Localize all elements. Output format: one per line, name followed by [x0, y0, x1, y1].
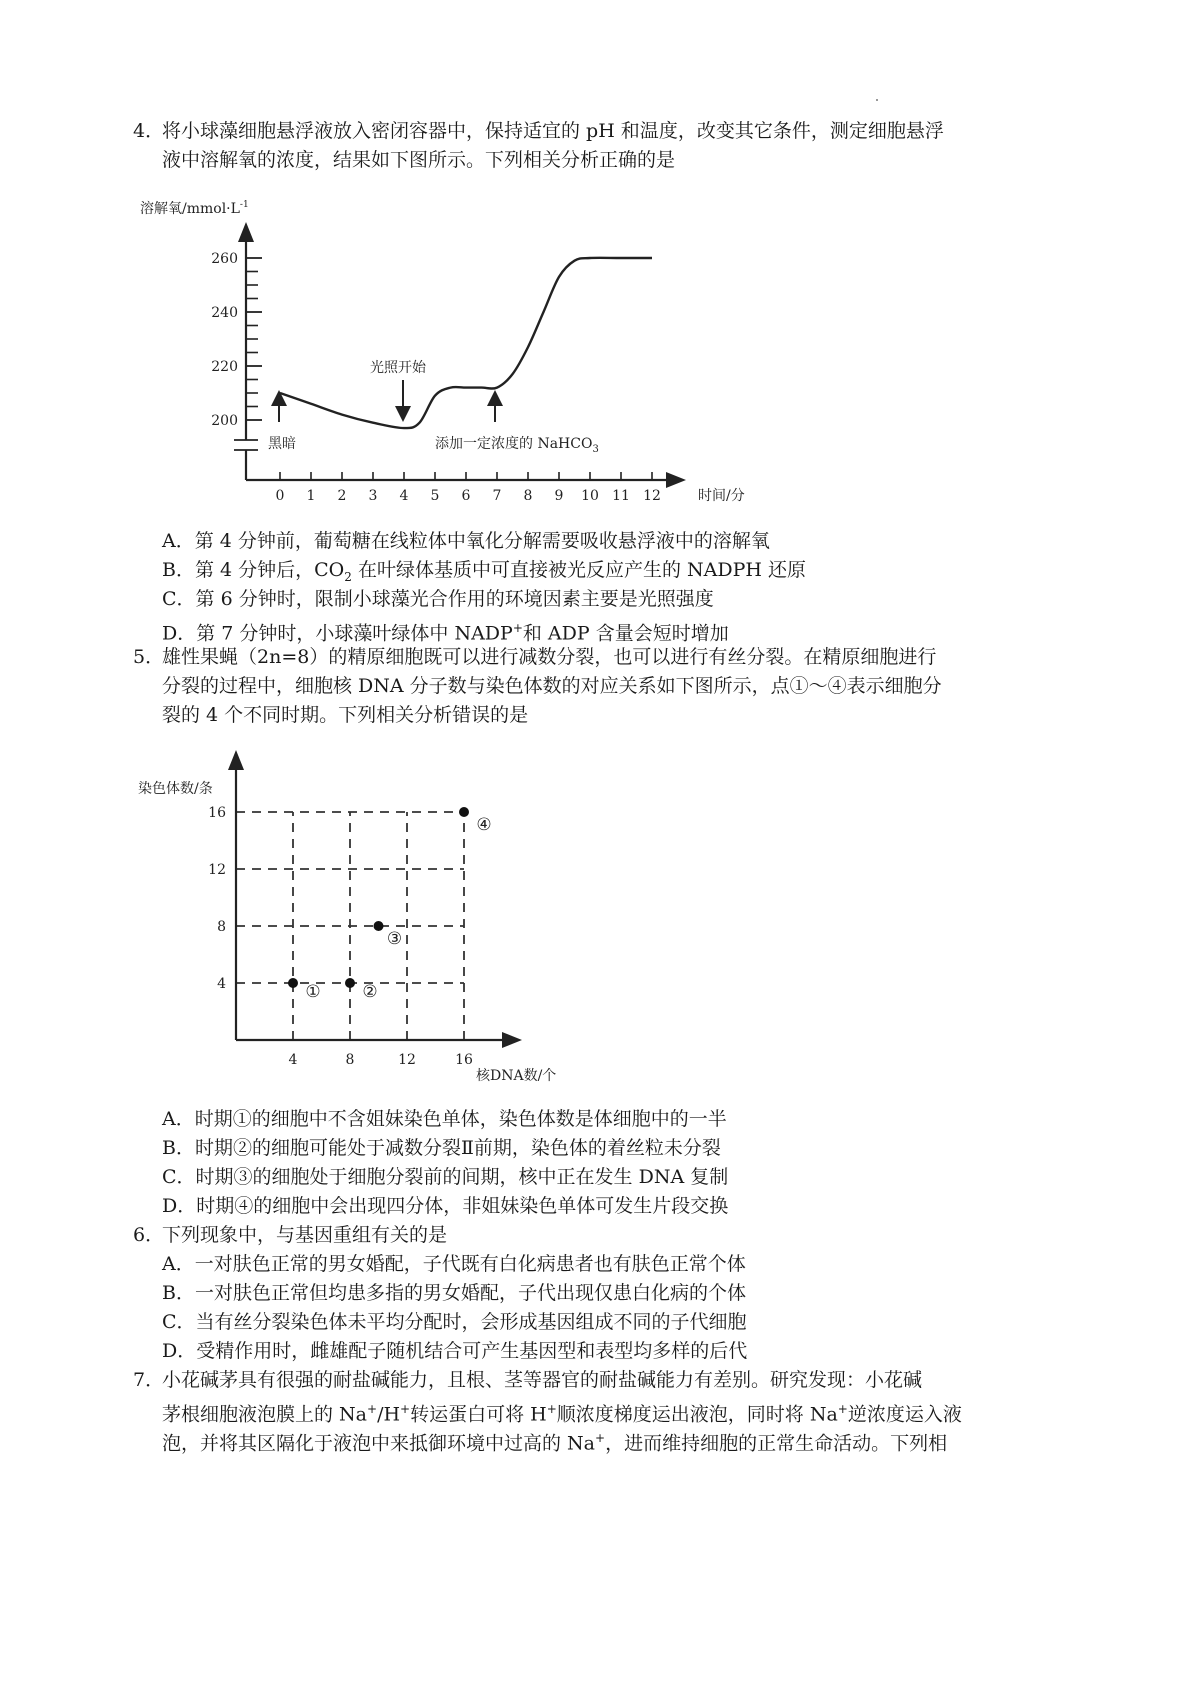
question-stem-line: 泡，并将其区隔化于液泡中来抵御环境中过高的 Na+，进而维持细胞的正常生命活动。下列相 [162, 1431, 948, 1455]
y-tick-label: 12 [208, 862, 226, 878]
option-d: D．第 7 分钟时，小球藻叶绿体中 NADP+和 ADP 含量会短时增加 [162, 621, 729, 645]
y-tick-label: 8 [217, 919, 226, 935]
question-stem-line: 下列现象中，与基因重组有关的是 [162, 1224, 448, 1246]
data-point [459, 807, 469, 817]
question-stem-line: 雄性果蝇（2n=8）的精原细胞既可以进行减数分裂，也可以进行有丝分裂。在精原细胞进行 [162, 646, 937, 668]
x-tick-label: 7 [492, 488, 502, 504]
y-tick-label: 4 [217, 976, 226, 992]
x-tick-label: 8 [345, 1052, 355, 1068]
question-number: 4． [133, 120, 165, 142]
question-stem-line: 小花碱茅具有很强的耐盐碱能力，且根、茎等器官的耐盐碱能力有差别。研究发现：小花碱 [162, 1369, 923, 1391]
question-number: 6． [133, 1224, 165, 1246]
option-c: C．当有丝分裂染色体未平均分配时，会形成基因组成不同的子代细胞 [162, 1311, 747, 1333]
x-tick-label: 3 [368, 488, 378, 504]
data-line [280, 258, 652, 428]
annotation-dark: 黑暗 [268, 436, 296, 452]
question-number: 7． [133, 1369, 165, 1391]
x-tick-label: 5 [430, 488, 440, 504]
y-axis-label: 染色体数/条 [138, 781, 213, 797]
option-c: C．第 6 分钟时，限制小球藻光合作用的环境因素主要是光照强度 [162, 588, 714, 610]
option-b: B．一对肤色正常但均患多指的男女婚配，子代出现仅患白化病的个体 [162, 1282, 746, 1304]
point-label: ② [362, 982, 378, 1002]
x-tick-label: 11 [612, 488, 630, 504]
y-tick-label: 240 [211, 305, 238, 321]
option-b: B．第 4 分钟后，$CO_2$ 在叶绿体基质中可直接被光反应产生的 NADPH 还原 [162, 559, 806, 584]
question-stem-line: 将小球藻细胞悬浮液放入密闭容器中，保持适宜的 pH 和温度，改变其它条件，测定细胞悬浮 [162, 120, 944, 142]
question-stem-line: 液中溶解氧的浓度，结果如下图所示。下列相关分析正确的是 [162, 149, 676, 171]
option-b: B．时期②的细胞可能处于减数分裂Ⅱ前期，染色体的着丝粒未分裂 [162, 1137, 721, 1159]
annotation-nahco3: 添加一定浓度的 NaHCO$_3$ [435, 436, 599, 455]
x-axis-label: 核DNA数/个 [476, 1068, 557, 1084]
point-label: ④ [476, 815, 492, 835]
y-tick-label: 16 [208, 805, 226, 821]
point-label: ① [305, 982, 321, 1002]
option-c: C．时期③的细胞处于细胞分裂前的间期，核中正在发生 DNA 复制 [162, 1166, 729, 1188]
dna-chromosome-chart [130, 740, 600, 1090]
x-tick-label: 12 [643, 488, 661, 504]
x-tick-label: 4 [399, 488, 409, 504]
y-axis-arrow [228, 750, 244, 770]
option-a: A．第 4 分钟前，葡萄糖在线粒体中氧化分解需要吸收悬浮液中的溶解氧 [162, 530, 770, 552]
x-tick-label: 0 [275, 488, 285, 504]
x-tick-label: 2 [337, 488, 347, 504]
data-point [345, 978, 355, 988]
option-a: A．一对肤色正常的男女婚配，子代既有白化病患者也有肤色正常个体 [162, 1253, 746, 1275]
scan-speck [876, 99, 878, 101]
option-d: D．受精作用时，雌雄配子随机结合可产生基因型和表型均多样的后代 [162, 1340, 748, 1362]
x-tick-label: 8 [523, 488, 533, 504]
x-tick-label: 16 [455, 1052, 473, 1068]
data-point [288, 978, 298, 988]
x-tick-label: 12 [398, 1052, 416, 1068]
question-stem-line: 分裂的过程中，细胞核 DNA 分子数与染色体数的对应关系如下图所示，点①～④表示细胞分 [162, 675, 942, 697]
x-axis-arrow [666, 472, 686, 488]
x-axis-label: 时间/分 [698, 488, 745, 504]
data-point [374, 921, 384, 931]
annotation-light-start: 光照开始 [370, 360, 426, 376]
y-tick-label: 220 [211, 359, 238, 375]
question-stem-line: 裂的 4 个不同时期。下列相关分析错误的是 [162, 704, 529, 726]
x-tick-label: 4 [288, 1052, 298, 1068]
x-tick-label: 10 [581, 488, 599, 504]
option-a: A．时期①的细胞中不含姐妹染色单体，染色体数是体细胞中的一半 [162, 1108, 727, 1130]
x-tick-label: 6 [461, 488, 471, 504]
option-d: D．时期④的细胞中会出现四分体，非姐妹染色单体可发生片段交换 [162, 1195, 729, 1217]
y-axis-arrow [238, 222, 254, 242]
y-axis-label: 溶解氧$/mmol\cdot L^{-1}$ [140, 200, 249, 217]
question-stem-line: 茅根细胞液泡膜上的 Na+/H+转运蛋白可将 H+顺浓度梯度运出液泡，同时将 Na+逆浓度运入液 [162, 1402, 962, 1426]
question-number: 5． [133, 646, 165, 668]
point-label: ③ [386, 929, 403, 949]
y-tick-label: 260 [211, 251, 238, 267]
x-tick-label: 9 [554, 488, 564, 504]
y-tick-label: 200 [211, 413, 238, 429]
x-axis-arrow [502, 1032, 522, 1048]
dissolved-oxygen-chart [130, 190, 745, 515]
x-tick-label: 1 [306, 488, 316, 504]
